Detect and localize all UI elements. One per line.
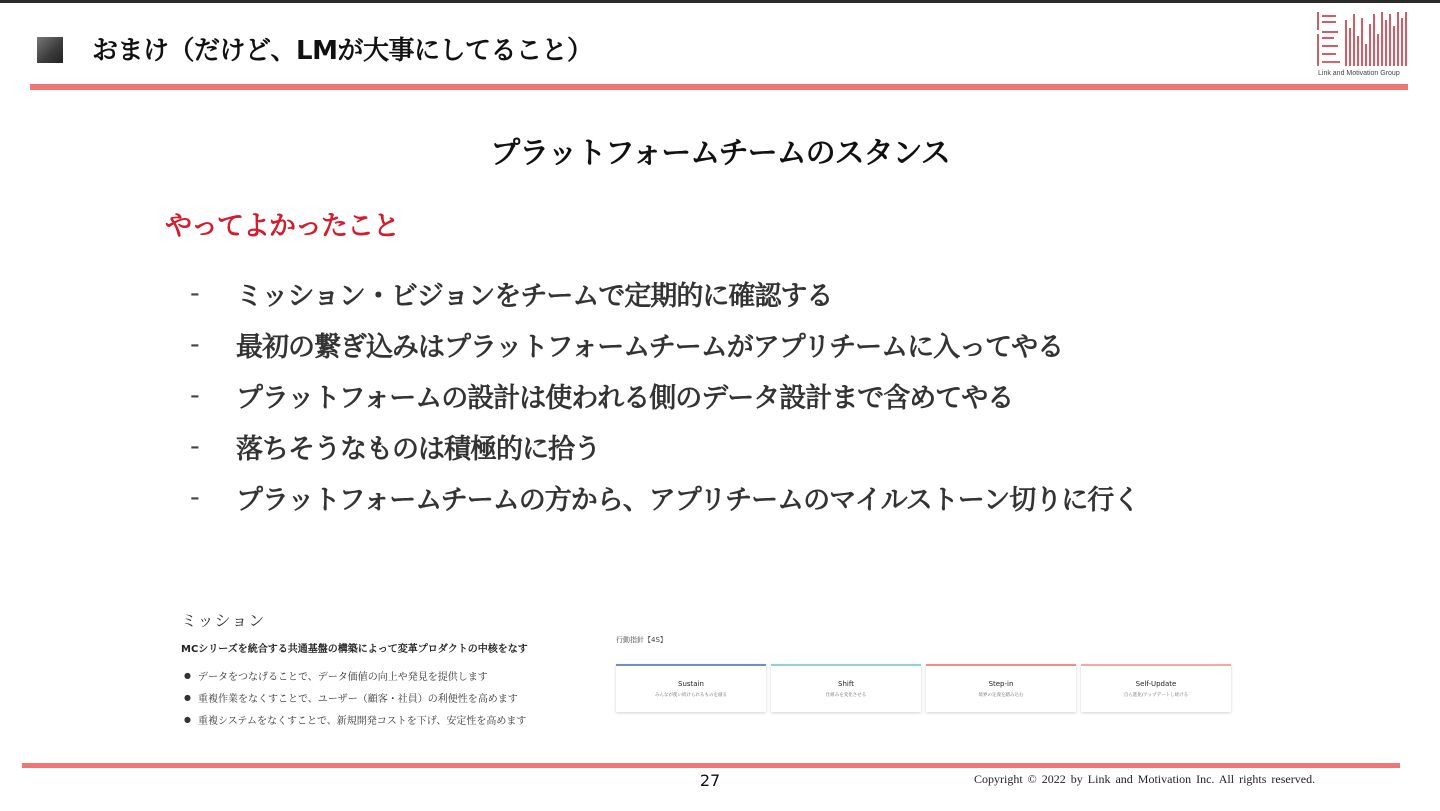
- bullet-dash: -: [190, 278, 199, 309]
- value-card-shift: [771, 664, 921, 712]
- mission-item: [184, 708, 526, 730]
- value-card-step-in: [926, 664, 1076, 712]
- bullet-dash: -: [190, 482, 199, 513]
- footer-divider: [22, 763, 1400, 768]
- values-label: 行動指針【4S】: [616, 636, 667, 644]
- copyright-notice: Copyright © 2022 by Link and Motivation Inc. All rights reserved.: [974, 772, 1316, 786]
- bullet-item: [190, 472, 1139, 523]
- bullet-dash: -: [190, 329, 199, 360]
- mission-item-text: 重複作業をなくすことで、ユーザー（顧客・社員）の利便性を高めます: [198, 693, 518, 705]
- bullet-text: プラットフォームチームの方から、アプリチームのマイルストーン切りに行く: [236, 485, 1140, 516]
- mission-heading: ミッション: [181, 611, 266, 630]
- value-card-name: Sustain: [678, 680, 704, 688]
- bullet-dot-icon: ●: [184, 670, 191, 680]
- mission-item: [184, 686, 526, 708]
- lm-logo: [1312, 6, 1412, 78]
- logo-caption: Link and Motivation Group: [1318, 70, 1400, 77]
- top-border: [0, 0, 1440, 3]
- bullet-text: 最初の繋ぎ込みはプラットフォームチームがアプリチームに入ってやる: [236, 332, 1064, 363]
- bullet-item: [190, 268, 1139, 319]
- header-title: おまけ（だけど、LMが大事にしてること）: [92, 36, 593, 66]
- value-card-desc: みんなが使い続けられるものを創る: [655, 693, 727, 698]
- page-number: 27: [699, 771, 721, 790]
- bullet-text: プラットフォームの設計は使われる側のデータ設計まで含めてやる: [236, 383, 1014, 414]
- mission-item-text: データをつなげることで、データ価値の向上や発見を提供します: [198, 671, 488, 683]
- mission-item-text: 重複システムをなくすことで、新規開発コストを下げ、安定性を高めます: [198, 715, 527, 727]
- bullet-item: [190, 421, 1139, 472]
- mission-item: [184, 664, 526, 686]
- value-card-name: Shift: [838, 680, 854, 688]
- value-card-self-update: [1081, 664, 1231, 712]
- bullet-list: [190, 268, 1139, 523]
- bullet-item: [190, 370, 1139, 421]
- value-card-desc: 境界の定義を踏み込む: [978, 693, 1024, 698]
- bullet-dot-icon: ●: [184, 692, 191, 702]
- value-card-desc: 仕組みを変化させる: [825, 693, 867, 698]
- value-card-sustain: [616, 664, 766, 712]
- mission-subtitle: MCシリーズを統合する共通基盤の構築によって変革プロダクトの中核をなす: [181, 644, 528, 655]
- bullet-dot-icon: ●: [184, 714, 191, 724]
- bullet-text: ミッション・ビジョンをチームで定期的に確認する: [236, 281, 833, 312]
- values-screenshot: [605, 625, 1245, 725]
- bullet-item: [190, 319, 1139, 370]
- bullet-text: 落ちそうなものは積極的に拾う: [236, 434, 600, 465]
- mission-screenshot: [172, 600, 582, 740]
- value-card-name: Step-in: [988, 680, 1014, 688]
- bullet-dash: -: [190, 380, 199, 411]
- header-divider: [30, 84, 1408, 90]
- slide-title: プラットフォームチームのスタンス: [490, 136, 950, 171]
- header-square-icon: [37, 37, 63, 63]
- mission-list: [184, 664, 526, 730]
- section-heading: やってよかったこと: [165, 211, 399, 242]
- value-card-name: Self-Update: [1135, 680, 1177, 688]
- value-card-desc: 自ら進化/アップデートし続ける: [1123, 693, 1189, 698]
- bullet-dash: -: [190, 431, 199, 462]
